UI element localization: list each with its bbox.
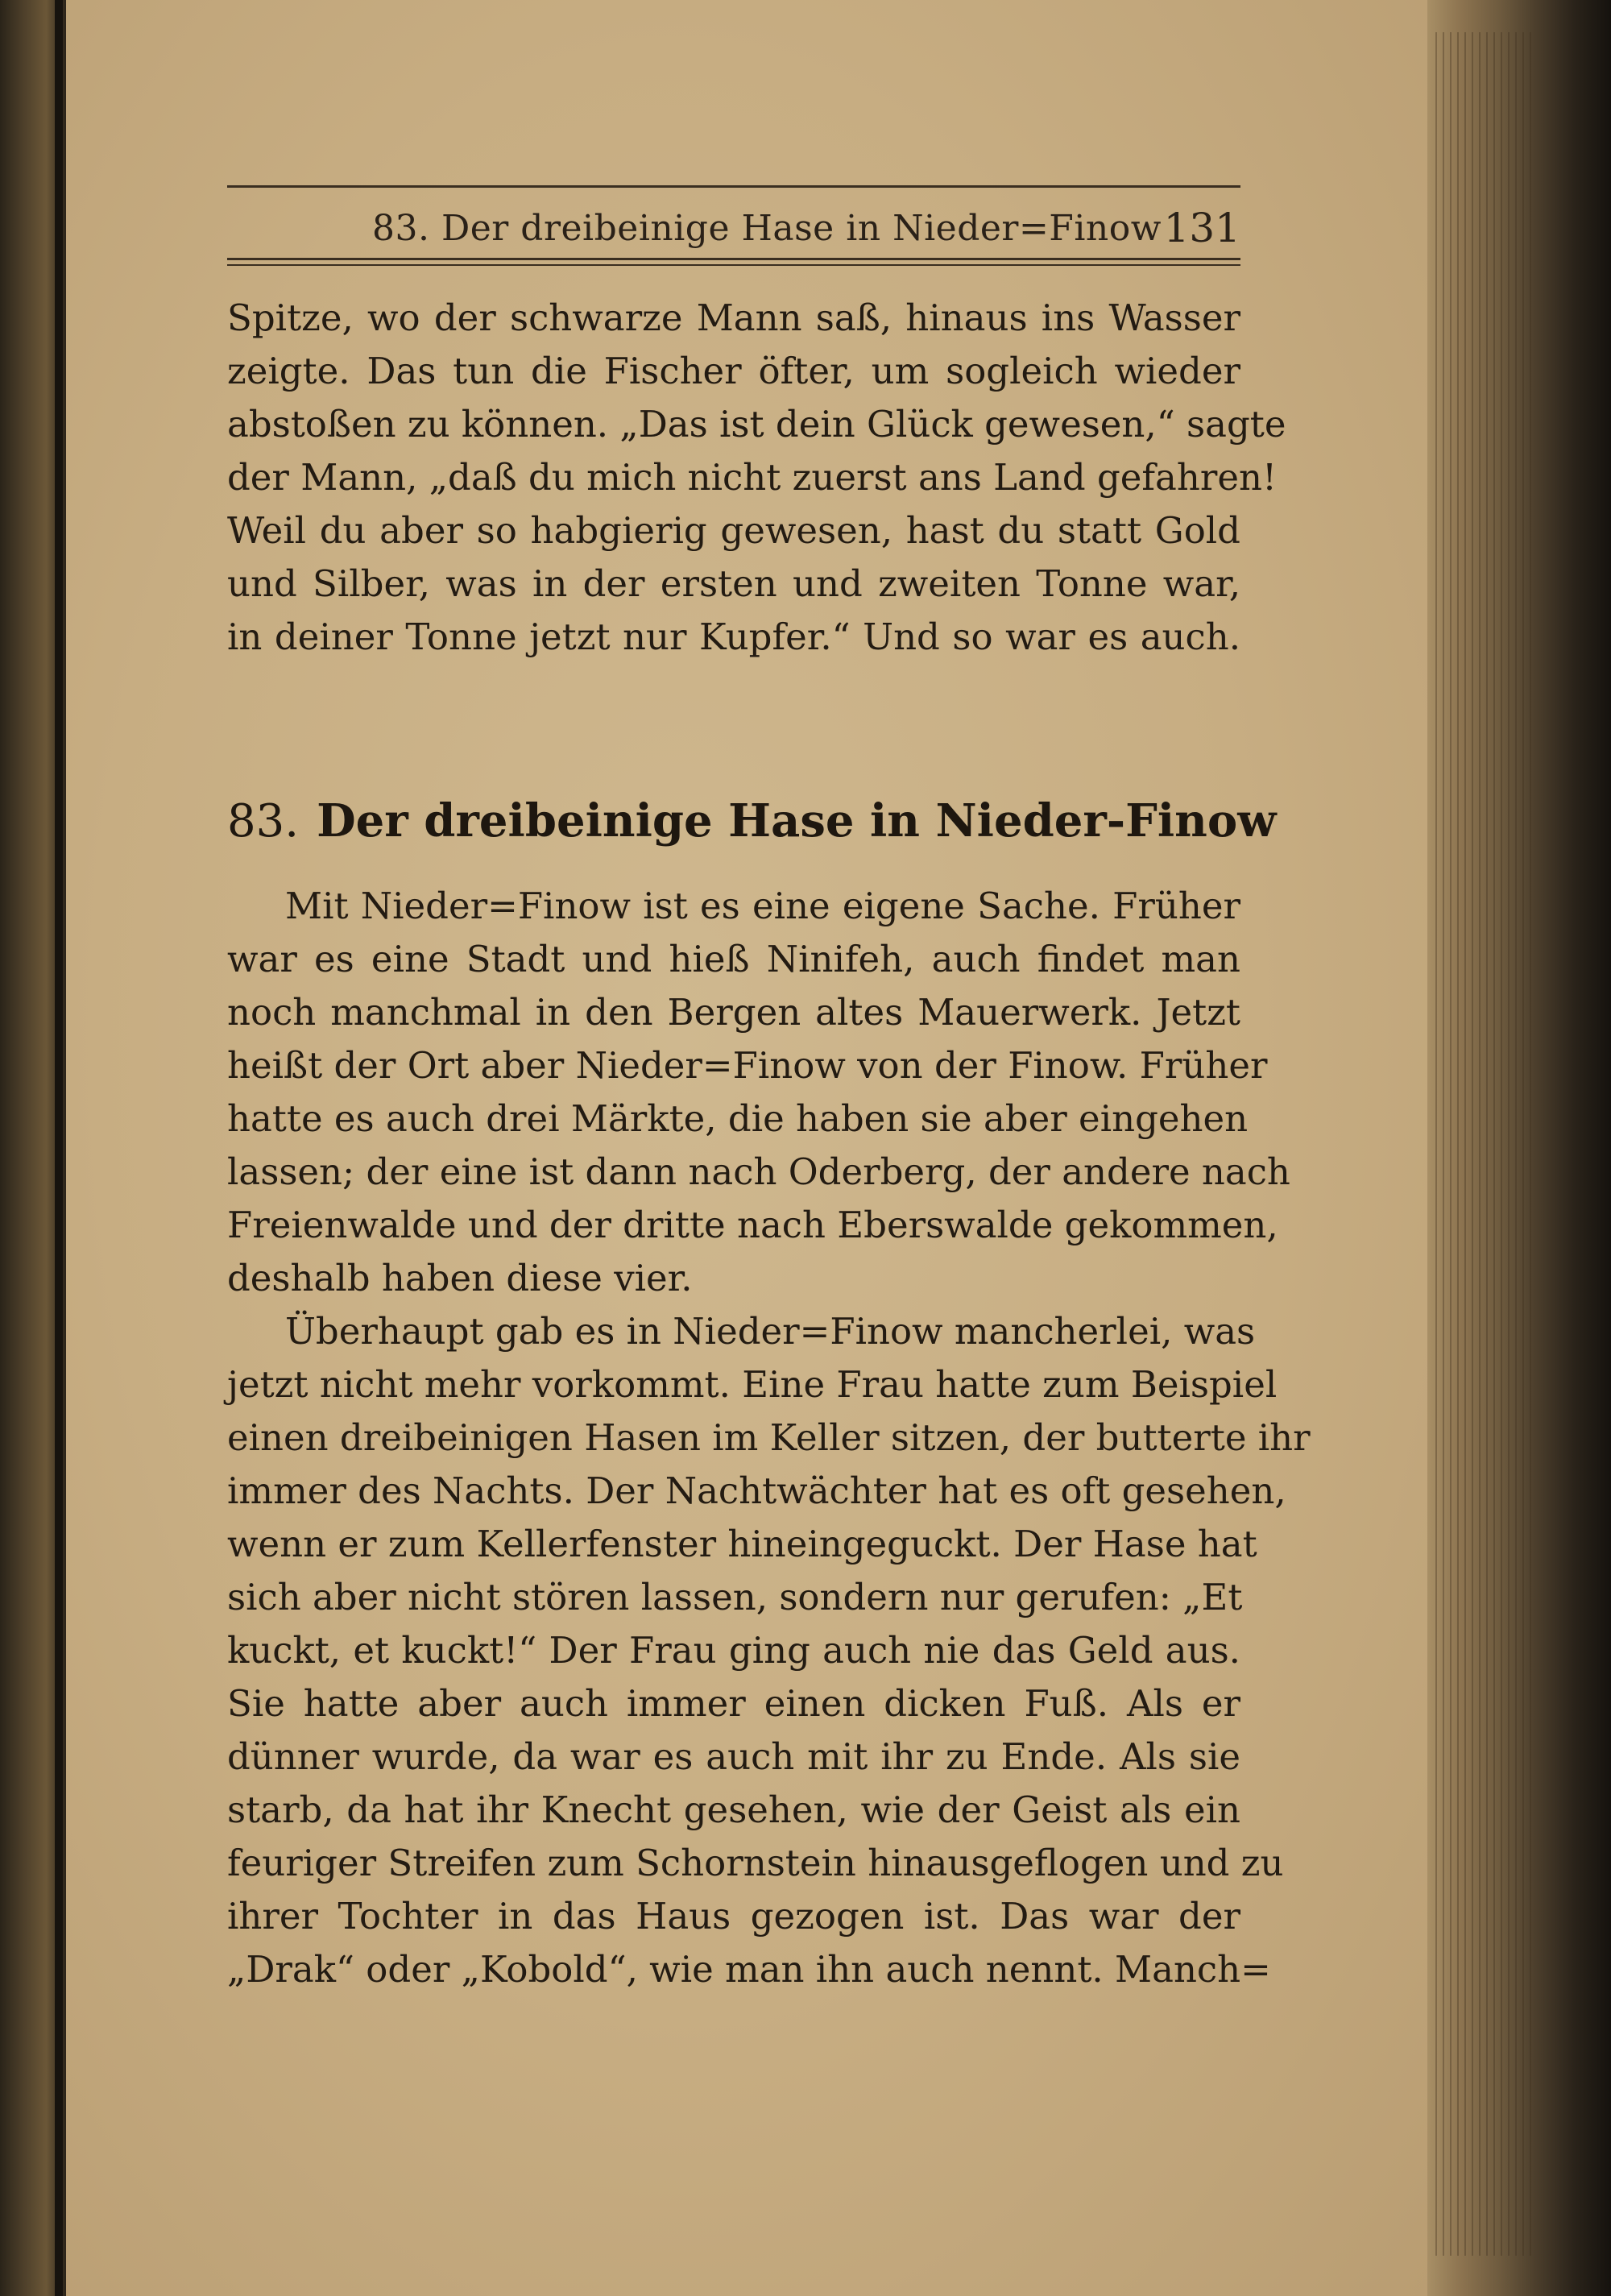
text-line: wenn er zum Kellerfenster hineingeguckt. Der Hase hat bbox=[227, 1523, 1257, 1565]
text-line: Mit Nieder=Finow ist es eine eigene Sache. Früher bbox=[285, 885, 1240, 927]
text-line: jetzt nicht mehr vorkommt. Eine Frau hatte zum Beispiel bbox=[227, 1363, 1278, 1406]
text-line: dünner wurde, da war es auch mit ihr zu Ende. Als sie bbox=[227, 1735, 1240, 1778]
page-header bbox=[227, 180, 1240, 267]
book-spine-shadow bbox=[55, 0, 63, 2296]
text-line: Spitze, wo der schwarze Mann saß, hinaus ins Wasser bbox=[227, 296, 1240, 339]
text-line: einen dreibeinigen Hasen im Keller sitzen, der butterte ihr bbox=[227, 1416, 1311, 1459]
text-line: ihrer Tochter in das Haus gezogen ist. Das war der bbox=[227, 1895, 1240, 1938]
text-line: deshalb haben diese vier. bbox=[227, 1257, 693, 1299]
text-line: hatte es auch drei Märkte, die haben sie aber eingehen bbox=[227, 1097, 1249, 1140]
story-text bbox=[227, 880, 1311, 1996]
text-line: heißt der Ort aber Nieder=Finow von der Finow. Früher bbox=[227, 1044, 1268, 1087]
text-line: zeigte. Das tun die Fischer öfter, um sogleich wieder bbox=[227, 350, 1240, 392]
text-line: Überhaupt gab es in Nieder=Finow mancherlei, was bbox=[285, 1310, 1256, 1353]
text-line: und Silber, was in der ersten und zweiten Tonne war, bbox=[227, 562, 1240, 605]
text-line: feuriger Streifen zum Schornstein hinausgeflogen und zu bbox=[227, 1842, 1284, 1884]
header-rule-bottom-thin bbox=[227, 264, 1240, 266]
text-line: starb, da hat ihr Knecht gesehen, wie der Geist als ein bbox=[227, 1788, 1240, 1831]
text-line: war es eine Stadt und hieß Ninifeh, auch findet man bbox=[227, 938, 1240, 980]
text-line: noch manchmal in den Bergen altes Mauerwerk. Jetzt bbox=[227, 991, 1240, 1034]
text-line: in deiner Tonne jetzt nur Kupfer.“ Und so war es auch. bbox=[227, 615, 1240, 658]
text-line: immer des Nachts. Der Nachtwächter hat es oft gesehen, bbox=[227, 1469, 1286, 1512]
text-line: der Mann, „daß du mich nicht zuerst ans Land gefahren! bbox=[227, 456, 1278, 499]
page-stack-edge bbox=[1427, 0, 1611, 2296]
text-line: Weil du aber so habgierig gewesen, hast du statt Gold bbox=[227, 509, 1240, 552]
text-line: abstoßen zu können. „Das ist dein Glück gewesen,“ sagte bbox=[227, 403, 1286, 446]
header-rule-bottom bbox=[227, 258, 1240, 260]
section-heading bbox=[227, 794, 1277, 867]
text-line: Sie hatte aber auch immer einen dicken Fuß. Als er bbox=[227, 1682, 1240, 1725]
header-rule-top bbox=[227, 185, 1240, 188]
continuation-paragraph bbox=[227, 292, 1286, 664]
text-line: kuckt, et kuckt!“ Der Frau ging auch nie das Geld aus. bbox=[227, 1629, 1240, 1672]
text-line: Freienwalde und der dritte nach Eberswalde gekommen, bbox=[227, 1204, 1278, 1246]
section-title: Der dreibeinige Hase in Nieder-Finow bbox=[317, 794, 1277, 848]
section-number: 83. bbox=[227, 795, 300, 848]
previous-page-edge bbox=[0, 0, 66, 2296]
running-title: 83. Der dreibeinige Hase in Nieder=Finow bbox=[372, 208, 1162, 249]
text-line: sich aber nicht stören lassen, sondern nur gerufen: „Et bbox=[227, 1576, 1243, 1618]
page-number: 131 bbox=[1163, 205, 1240, 251]
text-line: lassen; der eine ist dann nach Oderberg, der andere nach bbox=[227, 1150, 1290, 1193]
text-line: „Drak“ oder „Kobold“, wie man ihn auch nennt. Manch= bbox=[227, 1948, 1271, 1991]
page-stack-lines bbox=[1435, 32, 1532, 2256]
